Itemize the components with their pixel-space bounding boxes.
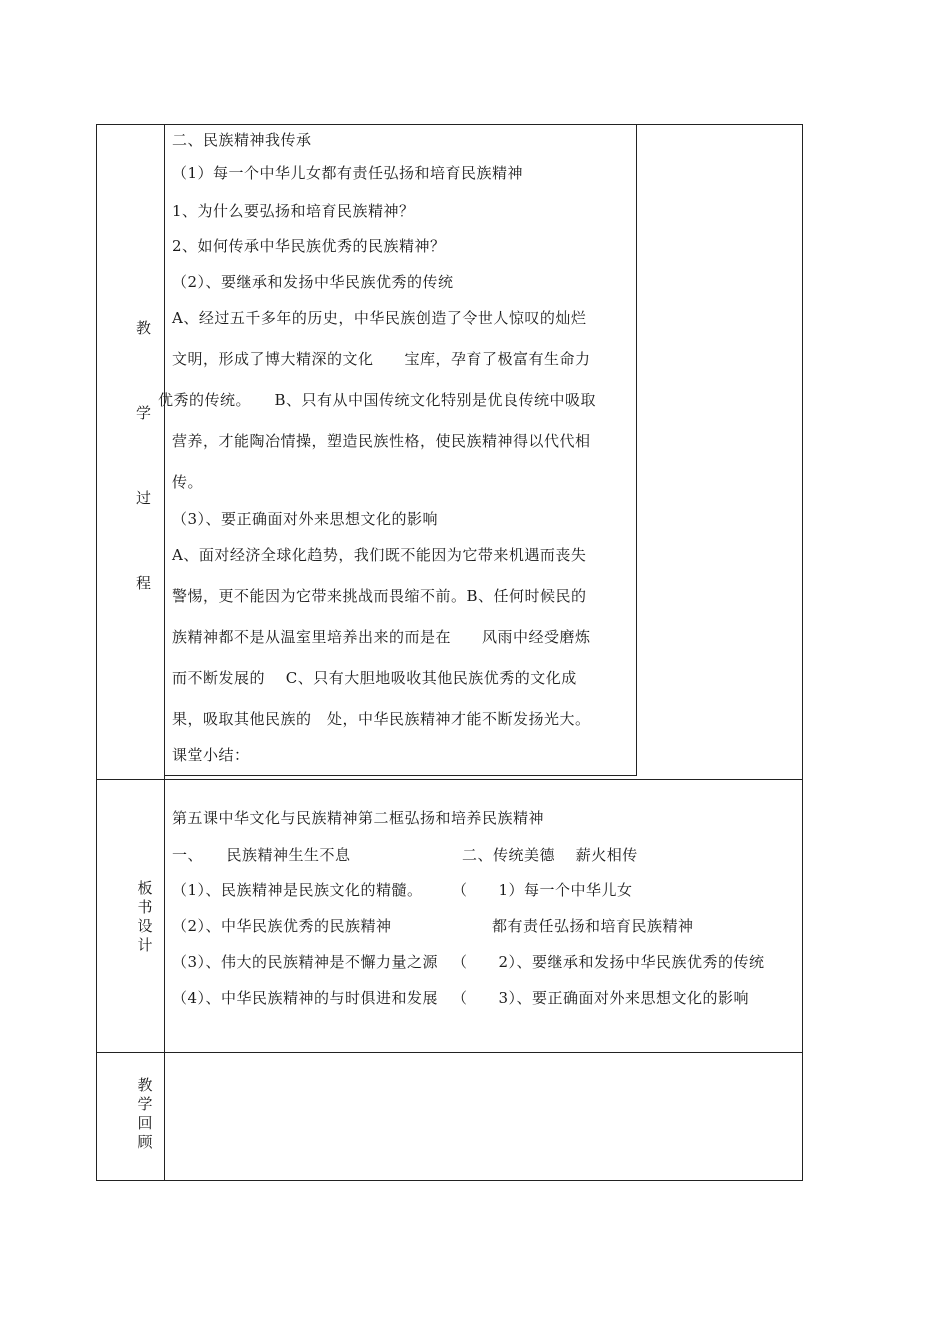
row-divider-process-board (96, 779, 803, 780)
process-line: A、经过五千多年的历史，中华民族创造了令世人惊叹的灿烂 (172, 309, 587, 327)
board-left-item: （1）、民族精神是民族文化的精髓。 (172, 881, 423, 899)
process-line: 营养，才能陶冶情操，塑造民族性格，使民族精神得以代代相 (172, 432, 591, 450)
process-line: 2、如何传承中华民族优秀的民族精神？ (172, 237, 446, 255)
notes-column-divider (636, 124, 637, 776)
process-line: （1）每一个中华儿女都有责任弘扬和培育民族精神 (172, 164, 524, 182)
process-label-char: 程 (136, 574, 152, 592)
board-right-item: （ 2）、要继承和发扬中华民族优秀的传统 (452, 953, 765, 971)
board-title: 第五课中华文化与民族精神第二框弘扬和培养民族精神 (172, 809, 545, 827)
process-line: 警惕，更不能因为它带来挑战而畏缩不前。B、任何时候民的 (172, 587, 587, 605)
process-line: 而不断发展的 C、只有大胆地吸收其他民族优秀的文化成 (172, 669, 577, 687)
process-line: 传。 (172, 473, 204, 491)
board-left-item: （4）、中华民族精神的与时俱进和发展 (172, 989, 439, 1007)
process-line: （2）、要继承和发扬中华民族优秀的传统 (172, 273, 454, 291)
process-line: 优秀的传统。 B、只有从中国传统文化特别是优良传统中吸取 (158, 391, 597, 409)
board-right-item: 二、传统美德 薪火相传 (462, 846, 638, 864)
process-label-char: 学 (136, 404, 152, 422)
teaching-review-content[interactable] (166, 1054, 801, 1179)
process-line: 文明，形成了博大精深的文化 宝库，孕育了极富有生命力 (172, 350, 591, 368)
board-right-item: 都有责任弘扬和培育民族精神 (492, 917, 694, 935)
process-line: A、面对经济全球化趋势，我们既不能因为它带来机遇而丧失 (172, 546, 587, 564)
teaching-review-label: 教学回顾 (137, 1076, 153, 1151)
process-line: （3）、要正确面对外来思想文化的影响 (172, 510, 439, 528)
table-bottom-border (96, 1180, 803, 1181)
board-left-item: （2）、中华民族优秀的民族精神 (172, 917, 392, 935)
process-line: 果，吸取其他民族的 处，中华民族精神才能不断发扬光大。 (172, 710, 591, 728)
row-divider-board-review (96, 1052, 803, 1053)
board-right-item: （ 3）、要正确面对外来思想文化的影响 (452, 989, 750, 1007)
process-label-char: 教 (136, 319, 152, 337)
board-right-item: （ 1）每一个中华儿女 (452, 881, 633, 899)
class-summary-label: 课堂小结： (172, 746, 250, 764)
table-top-border (96, 124, 803, 125)
process-line: 1、为什么要弘扬和培育民族精神？ (172, 202, 415, 220)
board-left-item: （3）、伟大的民族精神是不懈力量之源 (172, 953, 439, 971)
table-left-border (96, 124, 97, 1181)
section-heading: 二、民族精神我传承 (172, 131, 312, 149)
process-label-char: 过 (136, 489, 152, 507)
process-line: 族精神都不是从温室里培养出来的而是在 风雨中经受磨炼 (172, 628, 591, 646)
board-design-label: 板书设计 (137, 879, 153, 954)
board-left-item: 一、 民族精神生生不息 (172, 846, 351, 864)
label-column-divider (164, 124, 165, 1181)
table-right-border (802, 124, 803, 1181)
inner-box-bottom (164, 775, 636, 776)
